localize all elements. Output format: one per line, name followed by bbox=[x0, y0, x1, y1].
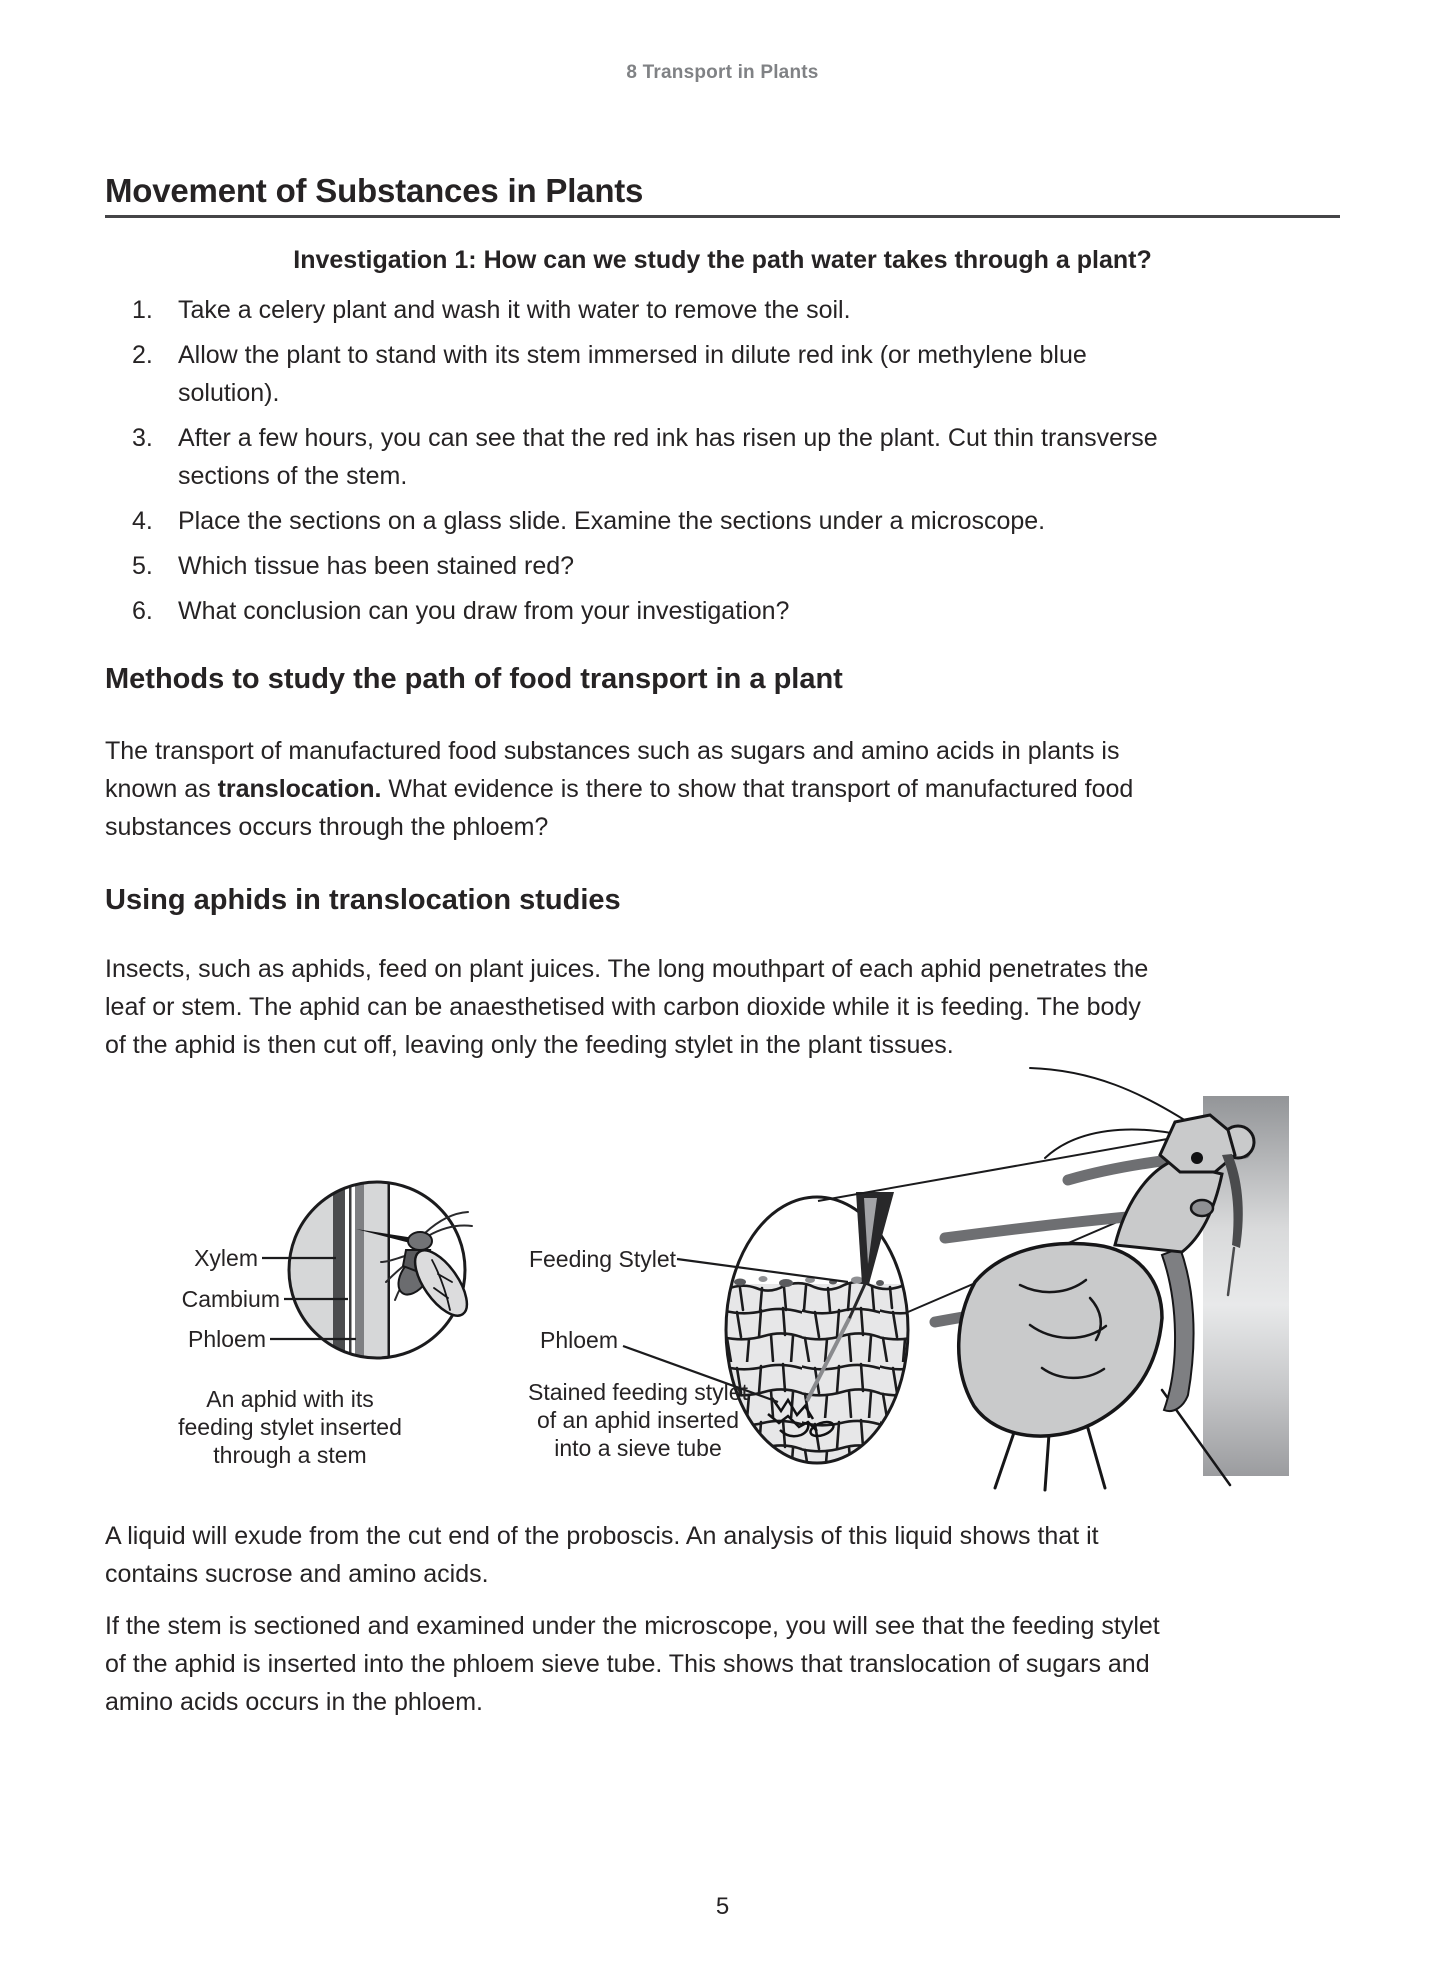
step-number: 5. bbox=[132, 552, 153, 580]
step-text: solution). bbox=[178, 379, 280, 407]
paragraph-line: substances occurs through the phloem? bbox=[105, 813, 549, 841]
page-number: 5 bbox=[715, 1893, 730, 1920]
step-text: After a few hours, you can see that the red ink has risen up the plant. Cut thin transverse bbox=[178, 424, 1158, 452]
step-text: Take a celery plant and wash it with water to remove the soil. bbox=[178, 296, 851, 324]
list-item bbox=[105, 336, 1340, 412]
paragraph-line: If the stem is sectioned and examined under the microscope, you will see that the feeding stylet bbox=[105, 1612, 1160, 1640]
paragraph-line: The transport of manufactured food substances such as sugars and amino acids in plants is bbox=[105, 737, 1120, 765]
list-item bbox=[105, 291, 1340, 329]
step-text: Which tissue has been stained red? bbox=[178, 552, 575, 580]
aphid-figure bbox=[100, 1060, 1345, 1500]
title-rule bbox=[105, 215, 1340, 218]
cornicle bbox=[1191, 1200, 1213, 1216]
paragraph-line: of the aphid is then cut off, leaving only the feeding stylet in the plant tissues. bbox=[105, 1031, 954, 1059]
step-number: 4. bbox=[132, 507, 153, 535]
label-phloem-right: Phloem bbox=[540, 1327, 618, 1353]
large-aphid-scene bbox=[935, 1068, 1289, 1490]
list-item bbox=[105, 547, 1340, 585]
cambium-line bbox=[349, 1178, 352, 1362]
closing-paragraph-1 bbox=[105, 1517, 1340, 1593]
stem-surface-line bbox=[388, 1178, 391, 1362]
caption-left: An aphid with its feeding stylet inserted through a stem bbox=[178, 1386, 402, 1468]
paragraph-line: leaf or stem. The aphid can be anaesthetised with carbon dioxide while it is feeding. The body bbox=[105, 993, 1141, 1021]
running-header: 8 Transport in Plants bbox=[626, 62, 819, 83]
paragraph-line: contains sucrose and amino acids. bbox=[105, 1560, 489, 1588]
label-feeding-stylet: Feeding Stylet bbox=[528, 1246, 676, 1272]
abdomen bbox=[959, 1244, 1162, 1437]
step-text: What conclusion can you draw from your investigation? bbox=[178, 597, 790, 625]
step-text: sections of the stem. bbox=[178, 462, 408, 490]
body-shadow-strip bbox=[1162, 1248, 1194, 1411]
label-phloem-left: Phloem bbox=[188, 1326, 266, 1352]
step-number: 3. bbox=[132, 424, 153, 452]
text-segment: What evidence is there to show that transport of manufactured food bbox=[381, 775, 1134, 803]
methods-paragraph bbox=[105, 732, 1340, 846]
left-stem-diagram bbox=[262, 1178, 477, 1362]
list-item bbox=[105, 419, 1340, 495]
step-text: Place the sections on a glass slide. Examine the sections under a microscope. bbox=[178, 507, 1046, 535]
aphids-paragraph bbox=[105, 950, 1340, 1064]
paragraph-line: A liquid will exude from the cut end of the proboscis. An analysis of this liquid shows that it bbox=[105, 1522, 1099, 1550]
list-item bbox=[105, 592, 1340, 630]
page-title: Movement of Substances in Plants bbox=[105, 172, 644, 209]
phloem-band bbox=[355, 1178, 364, 1362]
eye bbox=[1191, 1152, 1203, 1164]
closing-paragraph-2 bbox=[105, 1607, 1340, 1721]
stem-layers bbox=[285, 1178, 390, 1362]
label-cambium: Cambium bbox=[181, 1286, 280, 1312]
paragraph-line bbox=[105, 770, 1340, 808]
step-text: Allow the plant to stand with its stem immersed in dilute red ink (or methylene blue bbox=[178, 341, 1087, 369]
paragraph-line: of the aphid is inserted into the phloem sieve tube. This shows that translocation of sugars and bbox=[105, 1650, 1150, 1678]
label-xylem: Xylem bbox=[194, 1245, 258, 1271]
caption-right: Stained feeding stylet of an aphid inserted into a sieve tube bbox=[528, 1379, 748, 1461]
xylem-band bbox=[333, 1178, 345, 1362]
paragraph-line: amino acids occurs in the phloem. bbox=[105, 1688, 483, 1716]
paragraph-line: Insects, such as aphids, feed on plant juices. The long mouthpart of each aphid penetrates the bbox=[105, 955, 1149, 983]
small-aphid-head bbox=[408, 1232, 432, 1250]
section-heading-aphids: Using aphids in translocation studies bbox=[105, 884, 621, 916]
step-number: 6. bbox=[132, 597, 153, 625]
step-number: 1. bbox=[132, 296, 153, 324]
bold-term: translocation. bbox=[217, 775, 382, 803]
text-segment: known as bbox=[105, 775, 218, 803]
investigation-steps bbox=[105, 291, 1340, 637]
investigation-heading: Investigation 1: How can we study the path water takes through a plant? bbox=[293, 246, 1152, 274]
step-number: 2. bbox=[132, 341, 153, 369]
section-heading-methods: Methods to study the path of food transport in a plant bbox=[105, 663, 843, 695]
list-item bbox=[105, 502, 1340, 540]
